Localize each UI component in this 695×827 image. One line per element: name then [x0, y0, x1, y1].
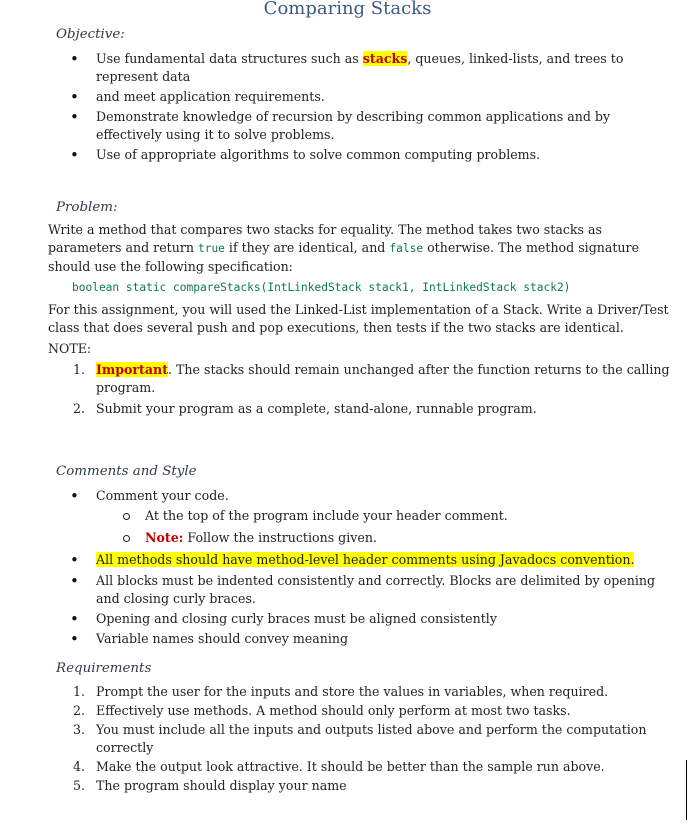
highlight-stacks: stacks [362, 51, 408, 66]
list-item: • and meet application requirements. [48, 88, 677, 106]
objective-section [48, 50, 677, 164]
list-item: • Opening and closing curly braces must be aligned consistently [48, 610, 677, 628]
list-item: 1. Prompt the user for the inputs and store the values in variables, when required. [73, 684, 609, 699]
note-label-red: Note: [145, 530, 184, 545]
code-false: false [389, 242, 424, 255]
requirements-heading: Requirements [56, 661, 152, 676]
problem-heading: Problem: [56, 200, 118, 215]
code-true: true [197, 242, 225, 255]
highlighted-text: All methods should have method-level header comments using Javadocs convention. [96, 552, 635, 567]
list-item: 1. Important. The stacks should remain unchanged after the function returns to the calling program. [73, 362, 670, 395]
comments-section [48, 487, 677, 648]
list-item: Note: Follow the instructions given. [48, 529, 677, 547]
important-label: Important [96, 362, 169, 377]
objective-heading: Objective: [56, 27, 125, 42]
list-item: 2. Effectively use methods. A method should only perform at most two tasks. [73, 703, 571, 718]
assignment-paragraph: For this assignment, you will used the Linked-List implementation of a Stack. Write a Driver/Test class that does several push and pop executions, then tests if the two stacks are identical. [48, 302, 669, 335]
list-item: • Comment your code. [48, 487, 677, 505]
list-item: • Use fundamental data structures such as stacks, queues, linked-lists, and trees to represent data [48, 50, 677, 86]
list-item: 3. You must include all the inputs and outputs listed above and perform the computation correctly [73, 722, 647, 755]
problem-paragraph: Write a method that compares two stacks for equality. The method takes two stacks as parameters and return true if they are identical, and false otherwise. The method signature should use the following specification: [48, 222, 640, 274]
list-item [48, 551, 677, 569]
requirements-section [48, 683, 677, 796]
list-item: • Demonstrate knowledge of recursion by describing common applications and by effectively using it to solve problems. [48, 108, 677, 144]
list-item: At the top of the program include your header comment. [48, 507, 677, 525]
method-signature: boolean static compareStacks(IntLinkedStack stack1, IntLinkedStack stack2) [72, 281, 571, 294]
list-item: • Variable names should convey meaning [48, 630, 677, 648]
page-title: Comparing Stacks [263, 0, 432, 19]
list-item: 5. The program should display your name [73, 778, 347, 793]
list-item: • Use of appropriate algorithms to solve common computing problems. [48, 146, 677, 164]
note-label: NOTE: [48, 341, 92, 356]
comments-heading: Comments and Style [56, 464, 197, 479]
list-item: 4. Make the output look attractive. It should be better than the sample run above. [73, 759, 605, 774]
list-item: • All blocks must be indented consistently and correctly. Blocks are delimited by opening and closing curly braces. [48, 572, 677, 608]
problem-section [48, 221, 677, 418]
margin-rule [686, 760, 687, 820]
list-item: 2. Submit your program as a complete, stand-alone, runnable program. [73, 401, 537, 416]
